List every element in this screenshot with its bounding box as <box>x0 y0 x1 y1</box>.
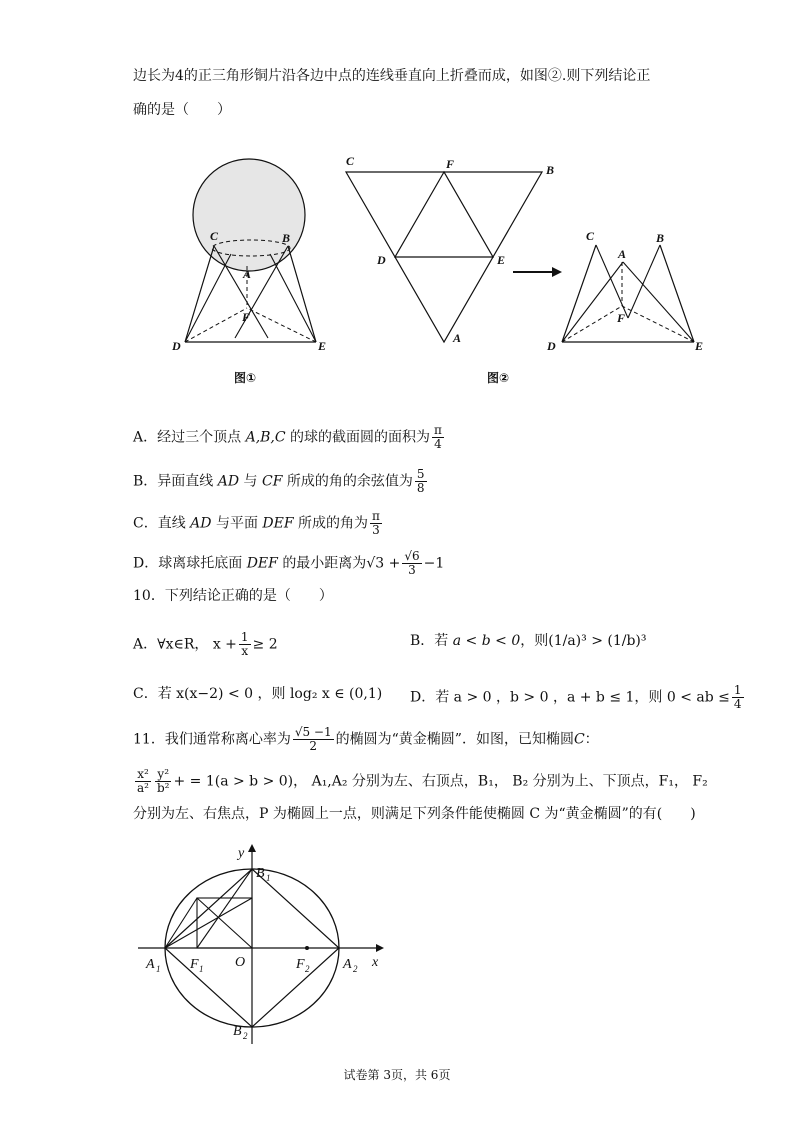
fig2-folded-label-E: E <box>695 339 704 353</box>
label-F2-sub: 2 <box>305 964 310 974</box>
arrow-icon <box>513 267 562 277</box>
fig1-label-F: F <box>242 310 251 324</box>
fig2-folded-label-F: F <box>617 311 626 325</box>
label-A1: A <box>146 957 155 972</box>
fig2-folded-label-B: B <box>656 231 665 245</box>
fig2-label-C: C <box>346 154 355 168</box>
fig2-folded-label-D: D <box>547 339 556 353</box>
q10-option-b: B．若 a < b < 0，则(1/a)³ > (1/b)³ <box>410 633 647 649</box>
fig2-label-B: B <box>546 163 555 177</box>
axis-label-y: y <box>238 846 245 861</box>
fig1-label-D: D <box>172 339 181 353</box>
label-B1-sub: 1 <box>266 873 271 883</box>
intro-line2: 确的是（ ） <box>133 102 231 118</box>
page-footer: 试卷第 3页，共 6页 <box>343 1068 451 1082</box>
label-B1: B <box>256 866 265 881</box>
origin-label: O <box>235 955 246 970</box>
label-B2-sub: 2 <box>243 1031 248 1041</box>
fig2-folded-label-A: A <box>618 247 627 261</box>
fig1-label-C: C <box>210 229 219 243</box>
label-F1-sub: 1 <box>199 964 204 974</box>
q10-stem: 10．下列结论正确的是（ ） <box>133 588 333 604</box>
q9-option-d: D．球离球托底面 DEF 的最小距离为√3 + $\frac{√6}{3}$ −1 <box>133 549 445 577</box>
fig2-folded-label-C: C <box>586 229 595 243</box>
q10-option-d: D．若 a > 0 ，b > 0 ，a + b ≤ 1，则 0 < ab ≤ $\frac{1}{4}$ <box>410 683 742 711</box>
label-F1: F <box>190 957 199 972</box>
figure2-caption: 图② <box>487 371 510 385</box>
q11-line3: 分别为左、右焦点，P 为椭圆上一点，则满足下列条件能使椭圆 C 为“黄金椭圆”的有( ) <box>133 806 696 822</box>
figure2-triangle <box>340 150 710 390</box>
label-B2: B <box>233 1024 242 1039</box>
figure1-sphere-stand <box>160 150 340 390</box>
intro-line1: 边长为4的正三角形铜片沿各边中点的连线垂直向上折叠而成，如图②.则下列结论正 <box>133 68 651 84</box>
q11-ellipse-equation: $\frac{\text{x²}}{\text{a²}}$ $\frac{\text{y²}}{\text{b²}}$ + = 1(a > b > 0)， A₁,A₂ 分别为左、右顶点，B₁， B₂ 分别为上、下顶点，F₁， F₂ <box>137 767 708 795</box>
q9-option-c: C．直线 AD 与平面 DEF 所成的角为 $\frac{\pi}{3}$ <box>133 509 380 537</box>
fig2-label-D: D <box>377 253 386 267</box>
axis-label-x: x <box>372 955 379 970</box>
fig1-label-B: B <box>282 231 291 245</box>
q10-option-c: C．若 x(x−2) < 0 ，则 log₂ x ∈ (0,1) <box>133 686 383 702</box>
golden-ellipse-figure <box>130 838 390 1048</box>
label-F2: F <box>296 957 305 972</box>
figure1-caption: 图① <box>234 371 257 385</box>
fig1-label-A: A <box>243 267 252 281</box>
fig2-label-F: F <box>446 157 455 171</box>
label-A2: A <box>343 957 352 972</box>
fig2-label-E: E <box>497 253 506 267</box>
fig1-label-E: E <box>318 339 327 353</box>
q9-option-b: B．异面直线 AD 与 CF 所成的角的余弦值为 $\frac{5}{8}$ <box>133 467 425 495</box>
fig2-label-A: A <box>453 331 462 345</box>
q9-option-a: A．经过三个顶点 A,B,C 的球的截面圆的面积为 $\frac{\pi}{4}$ <box>133 423 442 451</box>
label-A1-sub: 1 <box>156 964 161 974</box>
label-A2-sub: 2 <box>353 964 358 974</box>
q11-stem: 11．我们通常称离心率为 $\frac{√5 -1}{2}$ 的椭圆为“黄金椭圆”．如图，已知椭圆C： <box>133 725 599 753</box>
q10-option-a: A．∀x∈R， x + $\frac{1}{x}$ ≥ 2 <box>133 630 278 658</box>
